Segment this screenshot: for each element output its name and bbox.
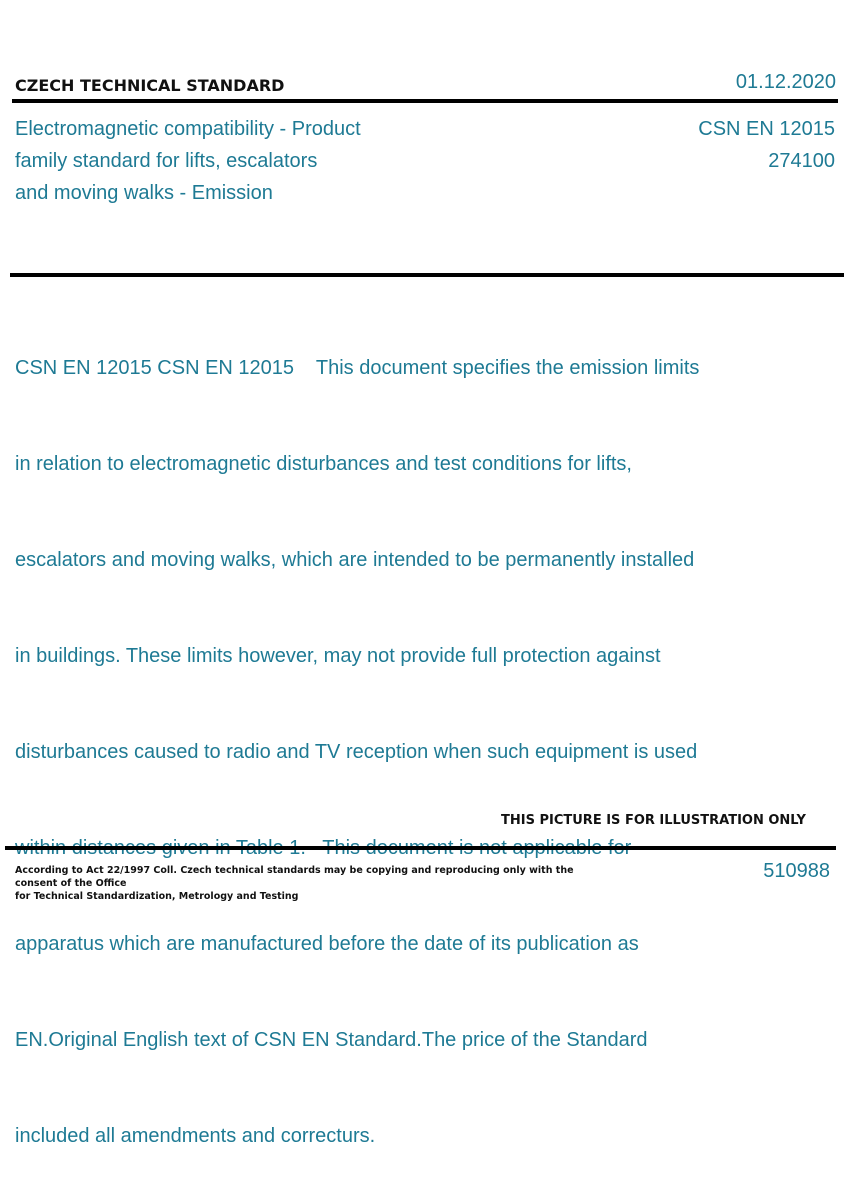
copyright-line: According to Act 22/1997 Coll. Czech technical standards may be copying and reproducing only with the consent of the Office [15,865,574,889]
catalog-number: 510988 [763,860,830,882]
abstract-line: escalators and moving walks, which are intended to be permanently installed [15,549,695,571]
class-number: 274100 [768,150,835,172]
abstract-line: included all amendments and correcturs. [15,1125,376,1147]
document-title [15,113,455,209]
title-line: Electromagnetic compatibility - Product [15,118,361,140]
title-line: and moving walks - Emission [15,182,273,204]
standard-designation: CSN EN 12015 [698,118,835,140]
header-rule [12,99,838,103]
document-abstract [15,288,775,1184]
abstract-line: apparatus which are manufactured before the date of its publication as [15,933,639,955]
abstract-line: in buildings. These limits however, may not provide full protection against [15,645,661,667]
title-line: family standard for lifts, escalators [15,150,318,172]
copyright-line: for Technical Standardization, Metrology and Testing [15,891,299,902]
abstract-line: CSN EN 12015 CSN EN 12015 This document specifies the emission limits [15,357,700,379]
standard-type-label: CZECH TECHNICAL STANDARD [15,76,285,95]
publication-date: 01.12.2020 [735,71,836,93]
illustration-notice: THIS PICTURE IS FOR ILLUSTRATION ONLY [501,813,806,828]
abstract-line: EN.Original English text of CSN EN Standard.The price of the Standard [15,1029,648,1051]
designation-block [698,113,835,177]
abstract-line: in relation to electromagnetic disturbances and test conditions for lifts, [15,453,632,475]
copyright-note [15,864,595,903]
abstract-line: disturbances caused to radio and TV reception when such equipment is used [15,741,698,763]
footer-rule [5,846,836,850]
title-rule [10,273,844,277]
